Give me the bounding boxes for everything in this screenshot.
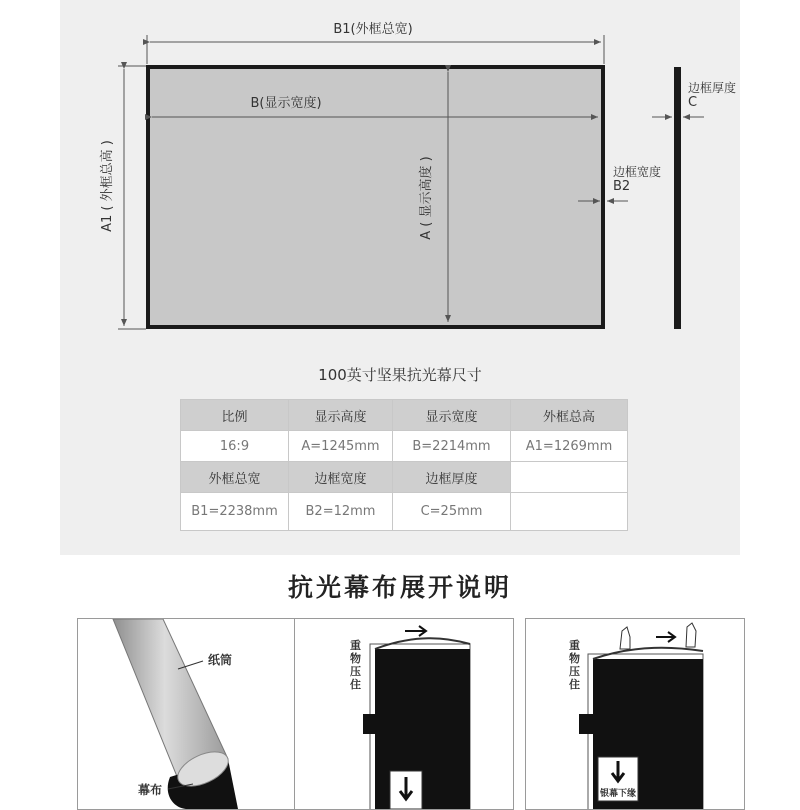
weight-char: 重 [569,639,580,652]
header-cell: 外框总宽 [181,462,289,493]
value-cell: B=2214mm [393,431,511,462]
header-cell: 比例 [181,400,289,431]
weight-char: 压 [350,665,361,678]
weight-char: 住 [569,678,580,691]
value-cell: C=25mm [393,493,511,531]
hand-icon [620,627,630,649]
a-label: A ( 显示高度 ) [419,156,434,240]
cloth-label: 幕布 [138,783,163,797]
table-row [181,462,628,493]
c-label-line2: C [688,95,698,110]
b2-label-line2: B2 [613,179,631,194]
header-cell: 边框宽度 [289,462,393,493]
weight-char: 重 [350,639,361,652]
a1-label: A1 ( 外框总高 ) [100,140,115,232]
screen-side-view [674,67,681,329]
value-cell: B2=12mm [289,493,393,531]
b2-label-line1: 边框宽度 [613,165,662,179]
table-row [181,493,628,531]
value-cell: 16:9 [181,431,289,462]
instructions-heading: 抗光幕布展开说明 [287,573,512,602]
weight-char: 压 [569,665,580,678]
weight-char: 住 [350,678,361,691]
table-row [181,400,628,431]
value-cell: B1=2238mm [181,493,289,531]
header-cell: 边框厚度 [393,462,511,493]
step-3-panel [525,618,745,810]
c-label-line1: 边框厚度 [688,81,737,95]
weight-char: 物 [569,652,580,665]
header-cell: 显示高度 [289,400,393,431]
spec-table [180,399,628,531]
empty-cell [511,462,628,493]
b1-label: B1(外框总宽) [333,22,413,37]
unroll-illustration [295,619,513,809]
weight-block [579,714,593,734]
step-2-panel [294,618,514,810]
header-cell: 显示宽度 [393,400,511,431]
tube-label: 纸筒 [208,653,233,667]
lift-illustration [526,619,744,809]
b-label: B(显示宽度) [250,96,322,111]
arrow-right-icon [405,626,426,636]
value-cell: A=1245mm [289,431,393,462]
hand-icon [686,623,696,647]
step-1-panel [77,618,297,810]
tube-illustration [78,619,296,809]
empty-cell [511,493,628,531]
dimension-diagram [0,0,800,360]
arrow-right-icon [656,632,675,642]
weight-block [363,714,377,734]
header-cell: 外框总高 [511,400,628,431]
spec-title: 100英寸坚果抗光幕尺寸 [318,366,482,384]
weight-char: 物 [350,652,361,665]
value-cell: A1=1269mm [511,431,628,462]
screen-frame [148,67,603,327]
arrow-label: 银幕下缘 [599,789,637,799]
table-row [181,431,628,462]
